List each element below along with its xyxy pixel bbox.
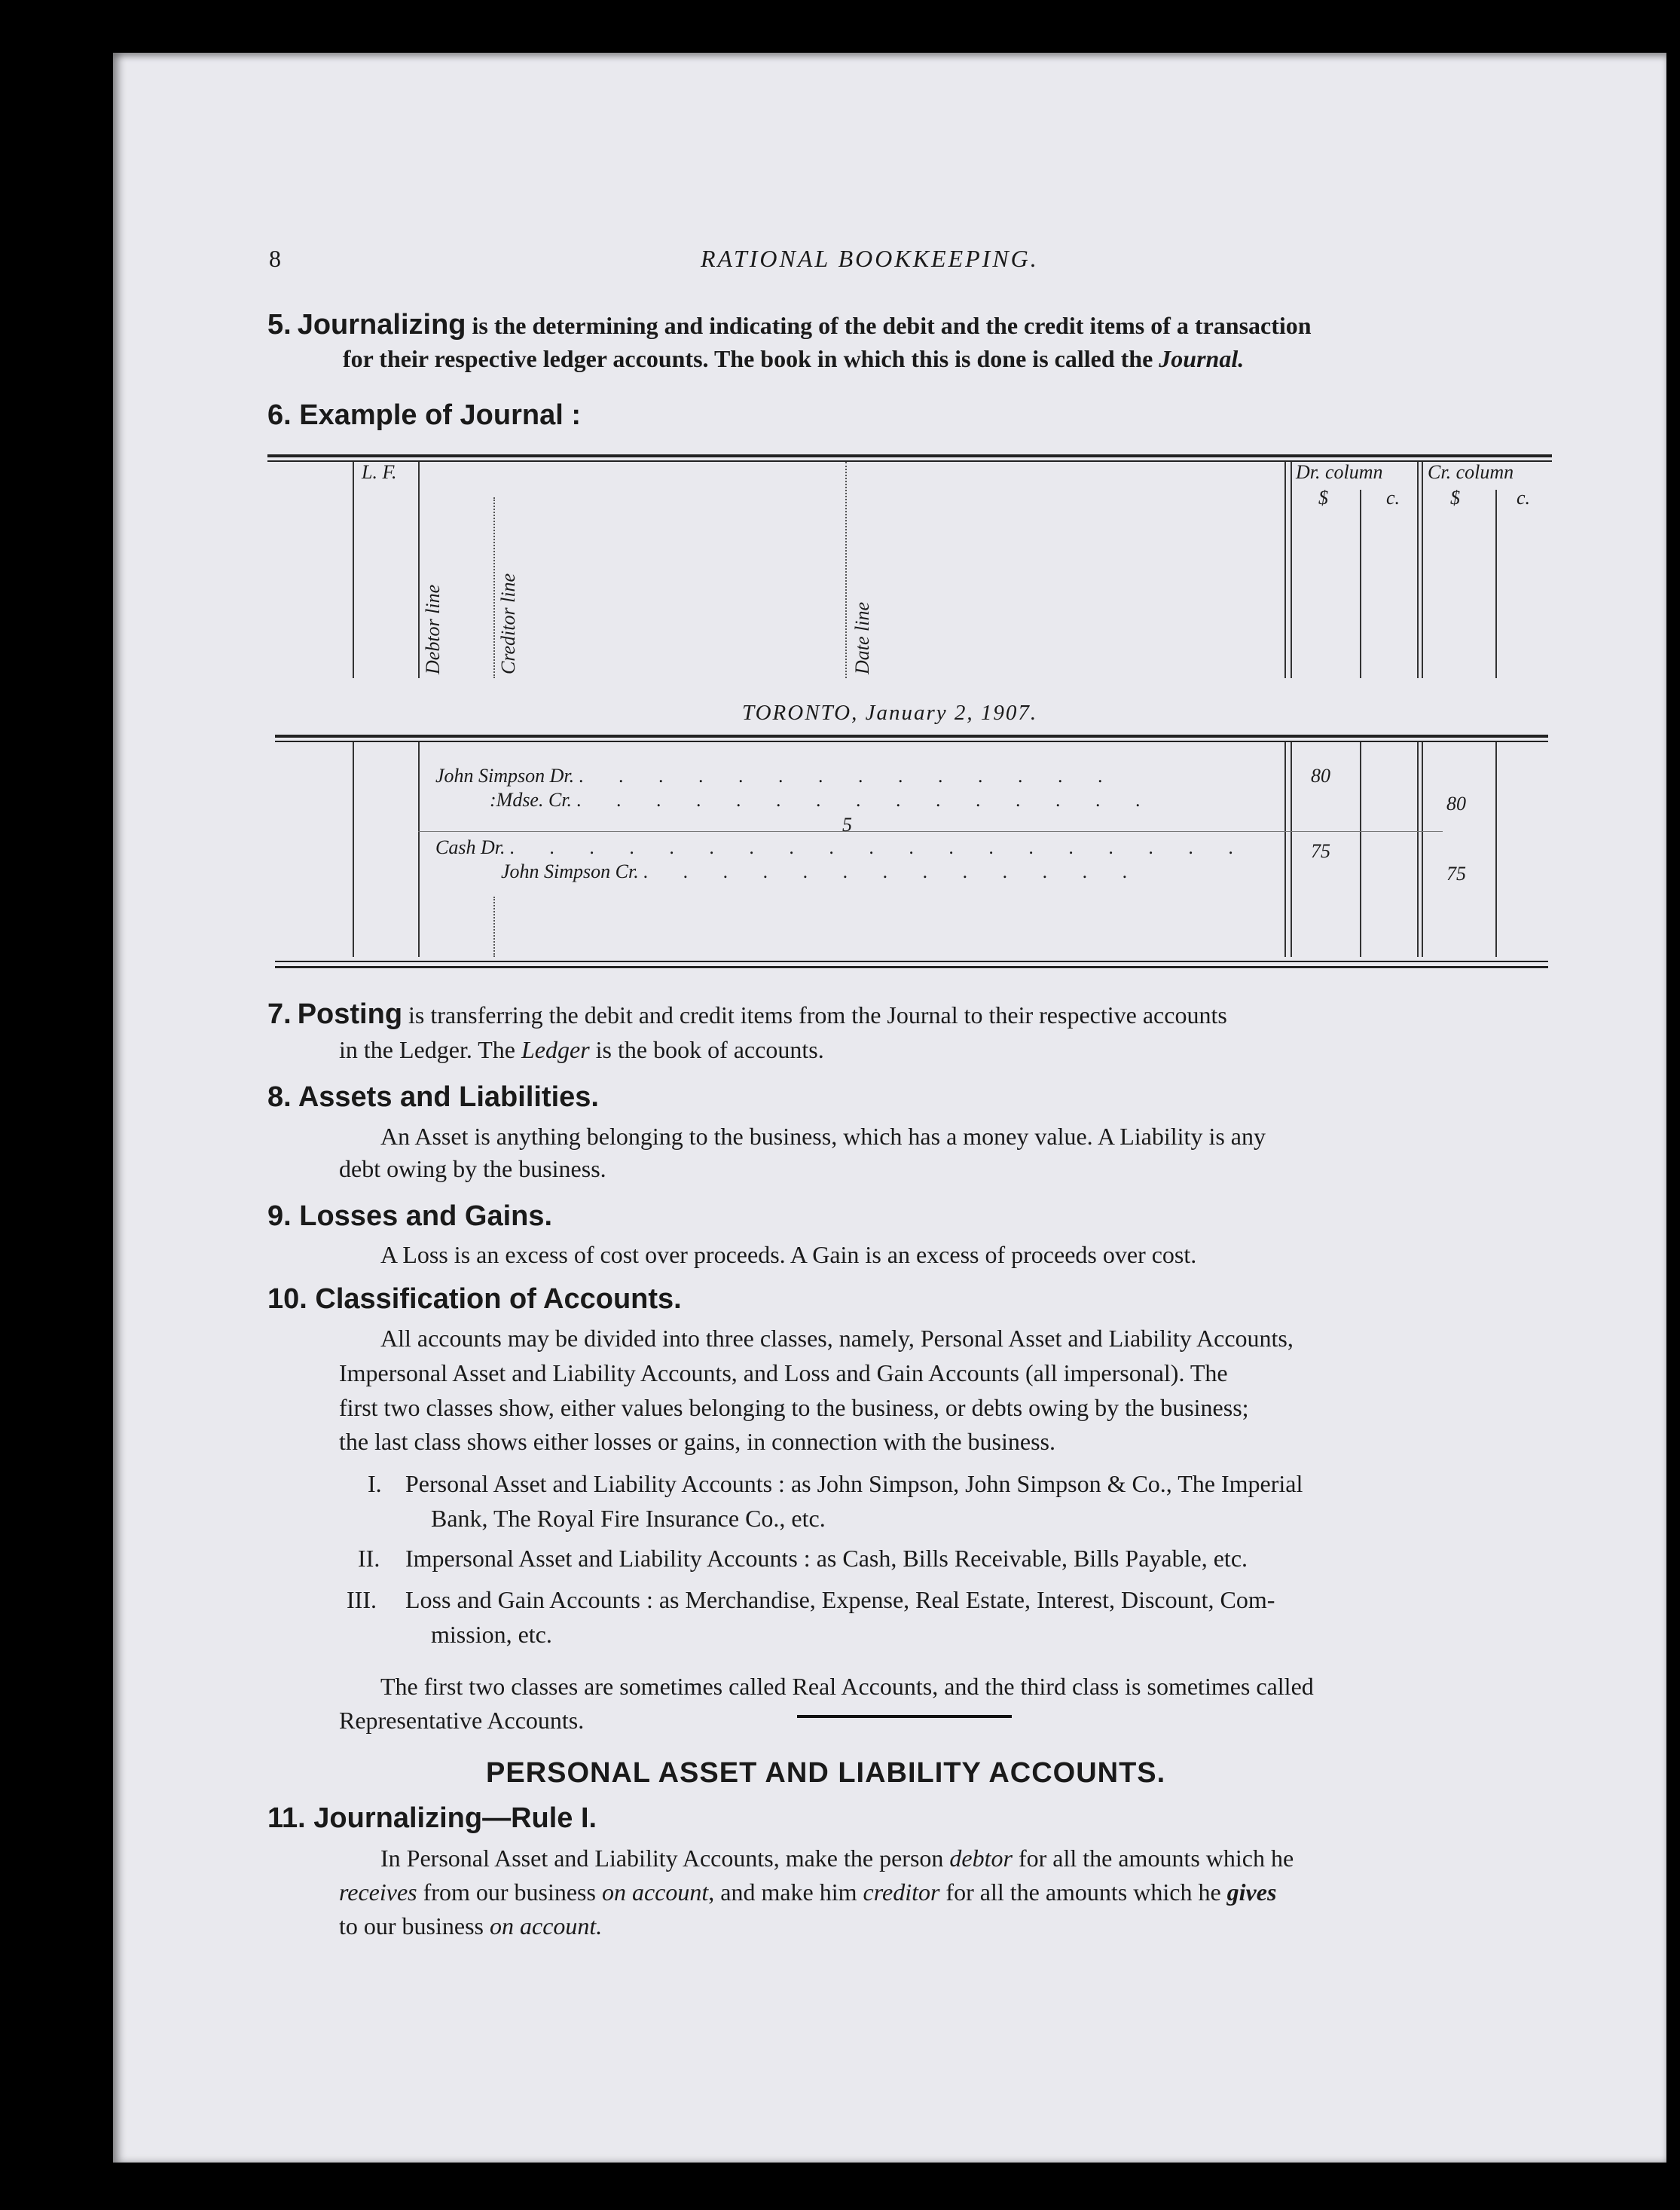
section-7-line-2: in the Ledger. The Ledger is the book of accounts. xyxy=(339,1036,824,1063)
journal-entry-amount: 80 xyxy=(1311,765,1330,787)
section-title: PERSONAL ASSET AND LIABILITY ACCOUNTS. xyxy=(486,1757,1166,1789)
section-5-text-2: for their respective ledger accounts. The book in which this is done is called the xyxy=(343,345,1159,372)
running-title: RATIONAL BOOKKEEPING. xyxy=(701,245,1039,272)
page-number: 8 xyxy=(269,245,281,272)
dr-dollar-label: $ xyxy=(1318,487,1328,509)
journal-entry: Cash Dr. . . . . . . . . . . . . . . . . . . . xyxy=(435,836,1249,858)
class-item-1-line-2: Bank, The Royal Fire Insurance Co., etc. xyxy=(431,1505,826,1532)
section-5-term: Journalizing xyxy=(297,309,466,341)
section-11-line-3: to our business on account. xyxy=(339,1912,603,1939)
cr-dollar-label: $ xyxy=(1450,487,1460,509)
section-10-paragraph-line: Impersonal Asset and Liability Accounts, and Loss and Gain Accounts (all impersonal). The xyxy=(339,1359,1228,1386)
section-11-line-2: receives from our business on account, and make him creditor for all the amounts which he gives xyxy=(339,1878,1277,1906)
creditor-line-label: Creditor line xyxy=(497,573,519,674)
section-10-heading: 10. Classification of Accounts. xyxy=(267,1283,682,1315)
section-10-paragraph-line: the last class shows either losses or gains, in connection with the business. xyxy=(339,1428,1055,1455)
cr-column-label: Cr. column xyxy=(1428,461,1514,483)
journal-entry-amount: 75 xyxy=(1311,840,1330,862)
section-8-heading: 8. Assets and Liabilities. xyxy=(267,1081,599,1113)
date-line-label: Date line xyxy=(851,601,873,674)
section-7-line-1 xyxy=(267,997,1227,1032)
class-item-3-line-1: Loss and Gain Accounts : as Merchandise, Expense, Real Estate, Interest, Discount, Com- xyxy=(405,1586,1275,1613)
section-divider xyxy=(797,1715,1012,1718)
class-item-3-line-2: mission, etc. xyxy=(431,1621,552,1648)
cr-cents-label: c. xyxy=(1517,487,1531,509)
ledger-word: Ledger xyxy=(521,1036,590,1063)
section-5-line-1 xyxy=(267,307,1312,343)
section-6-heading: 6. Example of Journal : xyxy=(267,399,581,431)
section-9-heading: 9. Losses and Gains. xyxy=(267,1200,553,1232)
class-item-2-number: II. xyxy=(358,1545,380,1572)
journal-date-number: 5 xyxy=(842,814,852,836)
page xyxy=(113,53,1666,2163)
dr-cents-label: c. xyxy=(1386,487,1401,509)
section-11-line-1: In Personal Asset and Liability Accounts, make the person debtor for all the amounts which he xyxy=(380,1845,1294,1872)
section-5-number: 5. xyxy=(267,309,292,341)
section-5-text-1: is the determining and indicating of the debit and the credit items of a transaction xyxy=(466,312,1312,339)
section-10-closing-line-2: Representative Accounts. xyxy=(339,1707,585,1734)
section-8-line-2: debt owing by the business. xyxy=(339,1155,606,1182)
section-5-line-2 xyxy=(343,341,1244,376)
section-8-line-1: An Asset is anything belonging to the business, which has a money value. A Liability is any xyxy=(380,1123,1266,1150)
section-11-heading: 11. Journalizing—Rule I. xyxy=(267,1802,597,1834)
section-7-number: 7. xyxy=(267,998,292,1030)
journal-entry-amount: 80 xyxy=(1446,793,1466,815)
dr-column-label: Dr. column xyxy=(1296,461,1383,483)
journal-dateline: TORONTO, January 2, 1907. xyxy=(742,701,1038,725)
class-item-2-line: Impersonal Asset and Liability Accounts : as Cash, Bills Receivable, Bills Payable, etc. xyxy=(405,1545,1248,1572)
journal-entry-amount: 75 xyxy=(1446,863,1466,885)
lf-label: L. F. xyxy=(362,461,397,483)
class-item-3-number: III. xyxy=(347,1586,377,1613)
section-5-journal-word: Journal. xyxy=(1159,345,1245,372)
class-item-1-number: I. xyxy=(368,1470,382,1497)
journal-entry: John Simpson Cr. . . . . . . . . . . . . . xyxy=(501,860,1143,882)
debtor-line-label: Debtor line xyxy=(422,584,444,674)
section-10-closing-line-1: The first two classes are sometimes called Real Accounts, and the third class is sometimes called xyxy=(380,1673,1314,1700)
journal-entry: :Mdse. Cr. . . . . . . . . . . . . . . . xyxy=(490,789,1156,811)
journal-entry: John Simpson Dr. . . . . . . . . . . . . . . xyxy=(435,765,1119,787)
section-7-text-1: is transferring the debit and credit items from the Journal to their respective accounts xyxy=(402,1001,1227,1029)
section-10-paragraph-line: All accounts may be divided into three classes, namely, Personal Asset and Liability Accounts, xyxy=(380,1325,1294,1352)
section-10-paragraph-line: first two classes show, either values belonging to the business, or debts owing by the business; xyxy=(339,1394,1249,1421)
class-item-1-line-1: Personal Asset and Liability Accounts : as John Simpson, John Simpson & Co., The Imperial xyxy=(405,1470,1303,1497)
section-7-term: Posting xyxy=(297,998,403,1030)
section-9-line-1: A Loss is an excess of cost over proceeds. A Gain is an excess of proceeds over cost. xyxy=(380,1241,1197,1268)
